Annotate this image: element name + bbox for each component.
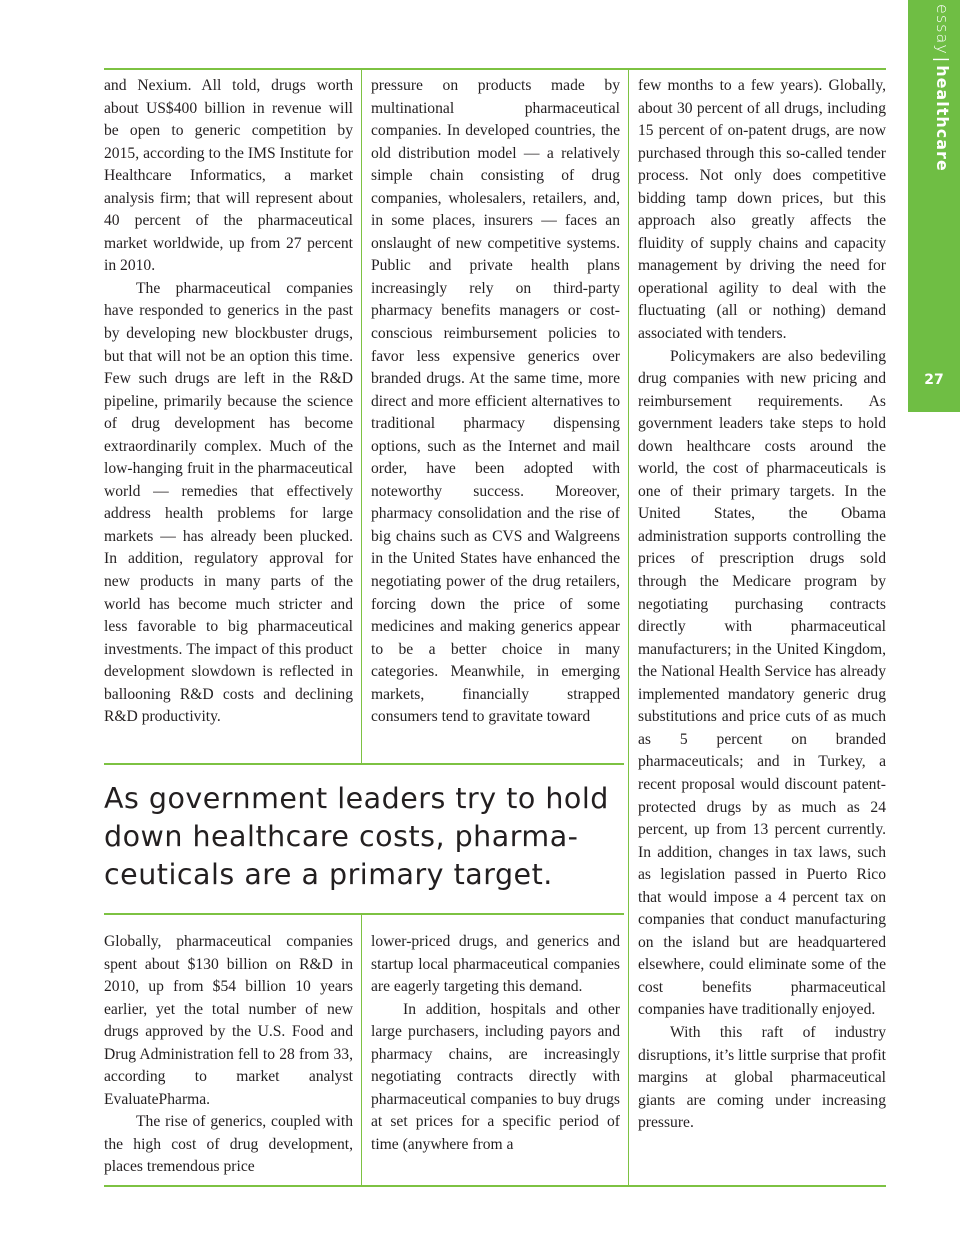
column-divider-1-top <box>361 68 362 763</box>
top-rule <box>104 68 886 70</box>
page-number: 27 <box>924 372 944 388</box>
pullquote-bottom-rule <box>104 913 624 915</box>
paragraph: Policymakers are also bedeviling drug companies with new pricing and reimbursement requirements. As government leaders take steps to hold down healthcare costs around the world, the cost of pharmaceuticals is one of their primary targets. In the United States, the Obama administration supports controlling the prices of prescription drugs sold through the Medicare program by negotiating purchasing contracts directly with pharmaceutical manufacturers; in the United Kingdom, the National Health Service has already implemented mandatory generic drug substitutions and price cuts of as much as 5 percent on branded pharmaceuticals; and in Turkey, a recent proposal would discount patent-protected drugs by as much as 24 percent, up from 13 percent currently. In addition, changes in tax laws, such as legislation passed in Puerto Rico that would impose a 4 percent tax on companies that conduct manufacturing on the island but are headquartered elsewhere, could eliminate some of the cost benefits pharmaceutical companies have traditionally enjoyed. <box>638 347 886 1019</box>
column-right <box>638 75 886 1135</box>
paragraph: The rise of generics, coupled with the high cost of drug development, places tremendous price <box>104 1113 353 1176</box>
column-bottom-left <box>104 931 353 1179</box>
paragraph: and Nexium. All told, drugs worth about US$400 billion in revenue will be open to generic competition by 2015, according to the IMS Institute for Healthcare Informatics, a market analysis firm; that will represent about 40 percent of the pharmaceutical market worldwide, up from 27 percent in 2010. <box>104 77 353 275</box>
pullquote-top-rule <box>104 763 624 765</box>
paragraph: In addition, hospitals and other large purchasers, including payors and pharmacy chains, are increasingly negotiating contracts directly with pharmaceutical companies to buy drugs at set prices for a specific period of time (anywhere from a <box>371 1000 620 1153</box>
paragraph: With this raft of industry disruptions, it’s little surprise that profit margins at global pharmaceutical giants are coming under increasing pressure. <box>638 1023 886 1132</box>
section-name: essay <box>933 4 952 55</box>
column-divider-1-bottom <box>361 913 362 1185</box>
column-bottom-middle <box>371 931 620 1156</box>
paragraph: lower-priced drugs, and generics and startup local pharmaceutical companies are eagerly targeting this demand. <box>371 933 620 996</box>
column-top-middle <box>371 75 620 729</box>
paragraph: The pharmaceutical companies have responded to generics in the past by developing new blockbuster drugs, but that will not be an option this time. Few such drugs are left in the R&D pipeline, primarily because the science of drug development has become extraordinarily complex. Much of the low-hanging fruit in the pharmaceutical world — remedies that effectively address health problems for large markets — has already been plucked. In addition, regulatory approval for new products in many parts of the world has become much stricter and less favorable to big pharmaceutical investments. The impact of this product development slowdown is reflected in ballooning R&D costs and declining R&D productivity. <box>104 279 353 726</box>
paragraph: pressure on products made by multinational pharmaceutical companies. In developed countries, the old distribution model — a relatively simple chain consisting of drug companies, wholesalers, retailers, and, in some places, insurers — faces an onslaught of new competitive systems. Public and private health plans increasingly rely on third-party pharmacy benefits managers or cost-conscious reimbursement policies to favor less expensive generics over branded drugs. At the same time, more direct and more efficient alternatives to traditional pharmacy dispensing options, such as the Internet and mail order, have been adopted with noteworthy success. Moreover, pharmacy consolidation and the rise of big chains such as CVS and Walgreens in the United States have enhanced the negotiating power of the drug retailers, forcing down the price of some medicines and making generics appear to be a better choice in many categories. Meanwhile, in emerging markets, financially strapped consumers tend to gravitate toward <box>371 77 620 726</box>
paragraph: few months to a few years). Globally, about 30 percent of all drugs, including 15 percent of on-patent drugs, are now purchased through this so-called tender process. Not only does competitive bidding tamp down prices, but this approach also greatly affects the fluidity of supply chains and capacity management by driving the need for operational agility to deal with the fluctuating (all or nothing) demand associated with tenders. <box>638 77 886 343</box>
bottom-rule <box>104 1185 886 1187</box>
pull-quote: As government leaders try to hold down healthcare costs, pharma-ceuticals are a primary target. <box>104 782 609 891</box>
paragraph: Globally, pharmaceutical companies spent about $130 billion on R&D in 2010, up from $54 billion 10 years earlier, yet the total number of new drugs approved by the U.S. Food and Drug Administration fell to 28 from 33, according to market analyst EvaluatePharma. <box>104 933 353 1108</box>
section-separator: | <box>933 56 952 64</box>
section-label <box>933 4 952 184</box>
column-divider-2 <box>628 68 629 1185</box>
section-topic: healthcare <box>933 65 952 172</box>
section-tab <box>908 0 960 412</box>
column-top-left <box>104 75 353 729</box>
